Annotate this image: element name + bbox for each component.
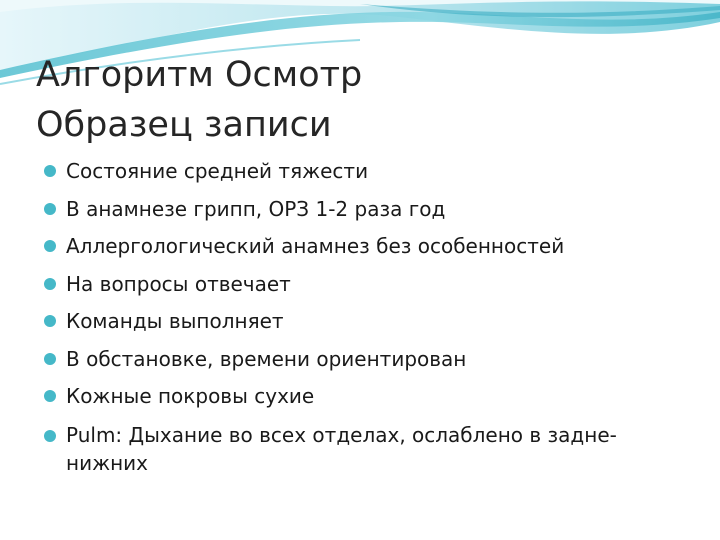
- title-line-1: Алгоритм Осмотр: [36, 55, 363, 95]
- bullet-text: Аллергологический анамнез без особенностей: [66, 234, 565, 258]
- bullet-dot-icon: [44, 430, 56, 442]
- bullet-text: Кожные покровы сухие: [66, 384, 315, 408]
- bullet-item: [44, 153, 684, 191]
- bullet-item: [44, 378, 684, 416]
- bullet-text: В анамнезе грипп, ОРЗ 1-2 раза год: [66, 196, 446, 221]
- bullet-dot-icon: [44, 165, 56, 177]
- bullet-text: Pulm: Дыхание во всех отделах, ослаблено в задне-нижних: [66, 422, 617, 475]
- bullet-text: На вопросы отвечает: [66, 271, 291, 296]
- bullet-dot-icon: [44, 278, 56, 290]
- bullet-text: Состояние средней тяжести: [66, 159, 369, 183]
- bullet-item: [44, 303, 684, 341]
- bullet-text: Команды выполняет: [66, 309, 284, 333]
- bullet-item: [44, 341, 684, 379]
- bullet-item: [44, 228, 684, 266]
- slide-title: [36, 50, 362, 150]
- bullet-item: [44, 416, 684, 477]
- title-line-2: Образец записи: [36, 105, 332, 145]
- bullet-list: [44, 153, 684, 477]
- bullet-dot-icon: [44, 353, 56, 365]
- bullet-item: [44, 266, 684, 304]
- bullet-text: В обстановке, времени ориентирован: [66, 346, 467, 371]
- bullet-dot-icon: [44, 390, 56, 402]
- bullet-dot-icon: [44, 240, 56, 252]
- bullet-dot-icon: [44, 315, 56, 327]
- bullet-item: [44, 191, 684, 229]
- bullet-dot-icon: [44, 203, 56, 215]
